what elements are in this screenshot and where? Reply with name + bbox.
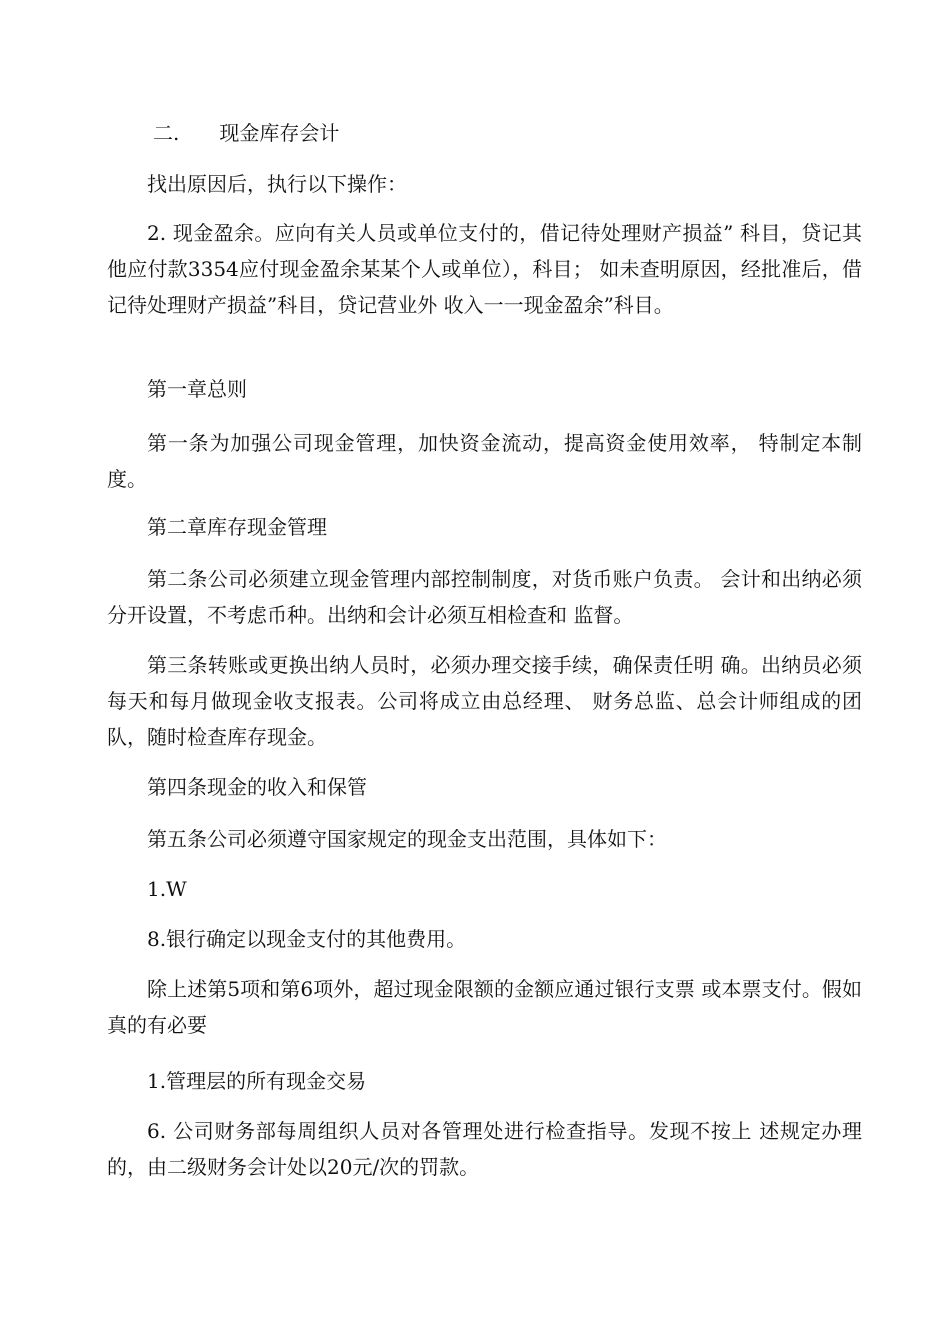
paragraph: 第一条为加强公司现金管理，加快资金流动，提高资金使用效率， 特制定本制度。 [107,431,862,491]
section-heading: 二. 现金库存会计 [153,121,340,145]
list-item: 1.W [147,877,187,901]
paragraph: 找出原因后，执行以下操作： [147,172,407,196]
paragraph: 第五条公司必须遵守国家规定的现金支出范围，具体如下： [147,827,667,851]
list-item: 8.银行确定以现金支付的其他费用。 [147,927,467,951]
list-item: 1.管理层的所有现金交易 [147,1069,367,1093]
paragraph: 第四条现金的收入和保管 [147,775,367,799]
paragraph: 6. 公司财务部每周组织人员对各管理处进行检查指导。发现不按上 述规定办理的，由二级财务会计处以20元/次的罚款。 [107,1119,862,1179]
chapter-heading: 第一章总则 [147,377,247,401]
paragraph: 除上述第5项和第6项外，超过现金限额的金额应通过银行支票 或本票支付。假如真的有必要 [107,977,862,1037]
chapter-heading: 第二章库存现金管理 [147,515,327,539]
paragraph: 第二条公司必须建立现金管理内部控制制度，对货币账户负责。 会计和出纳必须分开设置，不考虑币种。出纳和会计必须互相检查和 监督。 [107,567,862,627]
paragraph: 2. 现金盈余。应向有关人员或单位支付的，借记待处理财产损益” 科目，贷记其他应付款3354应付现金盈余某某个人或单位），科目； 如未查明原因，经批准后，借记待处理财产损益”科目，贷记营业外 收入一一现金盈余”科目。 [107,221,862,317]
paragraph: 第三条转账或更换出纳人员时，必须办理交接手续，确保责任明 确。出纳员必须每天和每月做现金收支报表。公司将成立由总经理、 财务总监、总会计师组成的团队，随时检查库存现金。 [107,653,862,749]
